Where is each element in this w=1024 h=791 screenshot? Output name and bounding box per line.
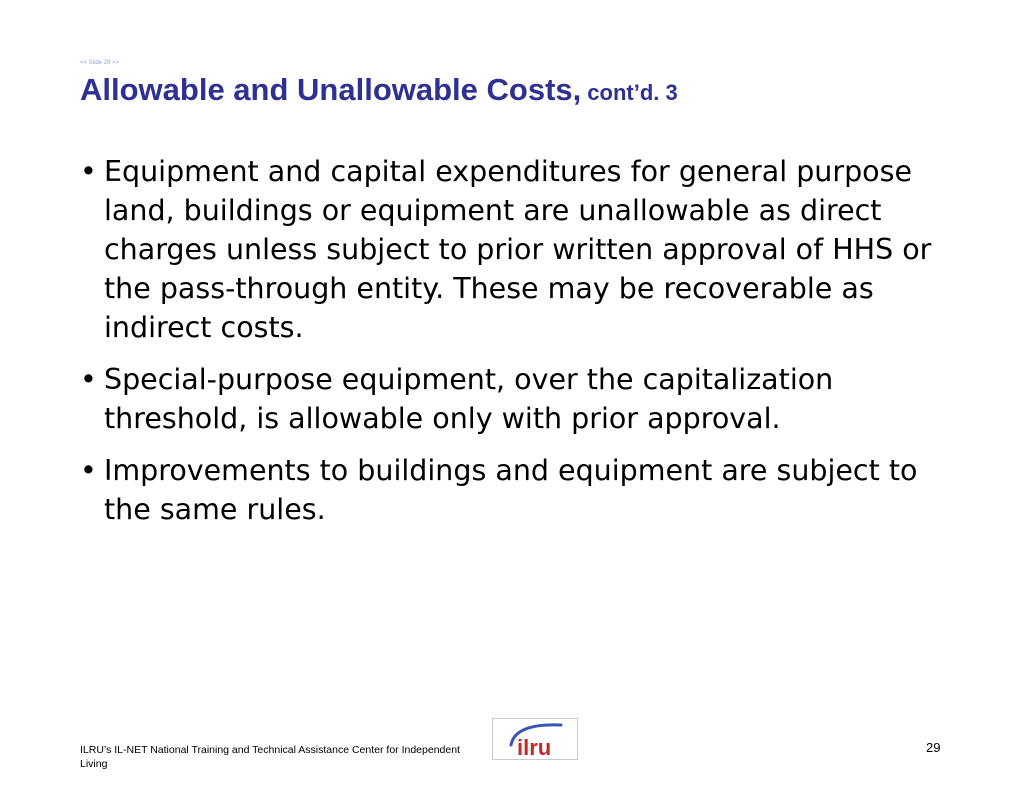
svg-text:ilru: ilru [517, 735, 552, 759]
bullet-list [80, 152, 960, 542]
bullet-item: • Equipment and capital expenditures for general purpose land, buildings or equipment are unallowable as direct charges unless subject to prior written approval of HHS or the pass-through entity. These may be recoverable as indirect costs. [80, 152, 960, 347]
title-continuation: cont’d. 3 [587, 80, 678, 105]
footer-organization-text: ILRU’s IL-NET National Training and Technical Assistance Center for Independent Living [80, 744, 460, 770]
bullet-item: • Improvements to buildings and equipment are subject to the same rules. [80, 451, 960, 529]
ilru-logo [492, 718, 578, 760]
ilru-logo-icon [493, 719, 577, 759]
slide-number-tag: << Slide 29 >> [80, 60, 120, 66]
page-number: 29 [926, 740, 941, 755]
bullet-item: • Special-purpose equipment, over the capitalization threshold, is allowable only with prior approval. [80, 360, 960, 438]
title-main: Allowable and Unallowable Costs, [80, 72, 582, 107]
slide-title [80, 72, 678, 108]
